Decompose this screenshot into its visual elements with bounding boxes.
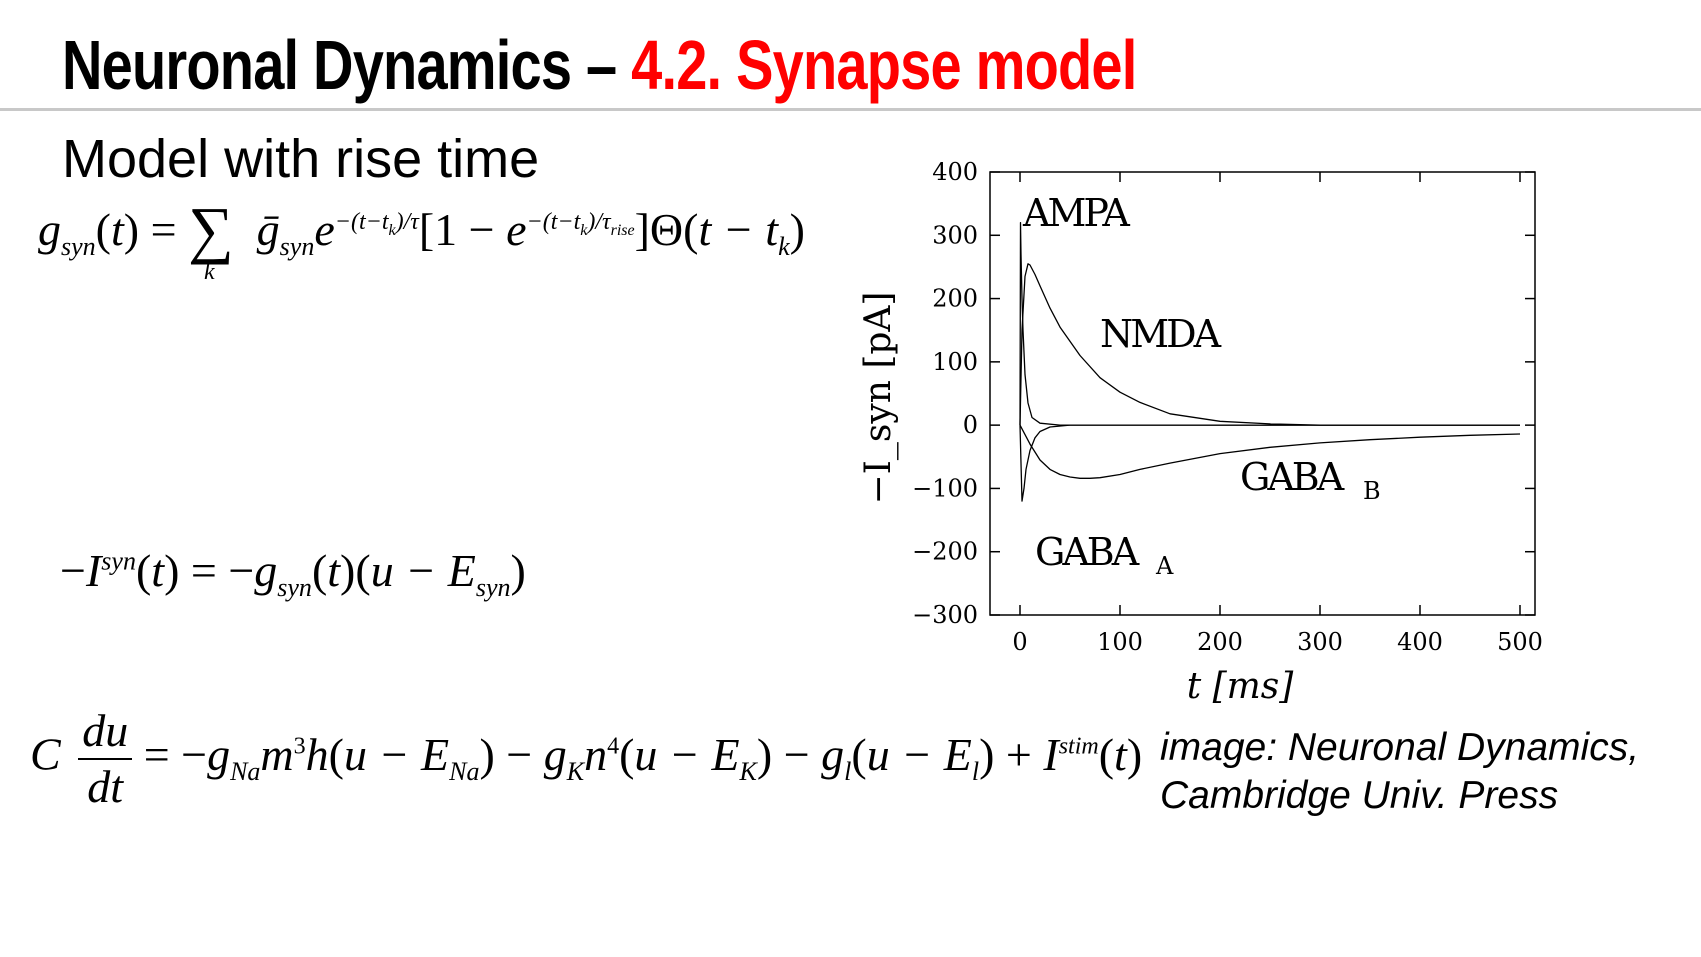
- x-tick-label: 400: [1397, 628, 1443, 656]
- y-tick-label: −300: [912, 601, 978, 629]
- y-ticks: [912, 158, 1535, 629]
- title-section: 4.2. Synapse model: [631, 26, 1137, 104]
- conductance-equation: [38, 194, 805, 285]
- series-nmda: [1020, 264, 1520, 425]
- x-tick-label: 300: [1297, 628, 1343, 656]
- x-tick-label: 100: [1097, 628, 1143, 656]
- x-tick-label: 500: [1497, 628, 1543, 656]
- annotation-gaba-b: GABA: [1240, 455, 1342, 499]
- image-credit: [1160, 724, 1639, 820]
- x-tick-label: 200: [1197, 628, 1243, 656]
- annotation-gaba-a-sub: A: [1156, 552, 1174, 580]
- y-tick-label: −100: [912, 474, 978, 503]
- title-main: Neuronal Dynamics –: [62, 26, 632, 104]
- credit-line-2: Cambridge Univ. Press: [1160, 774, 1559, 817]
- series-ampa: [1020, 223, 1520, 426]
- y-tick-label: 400: [932, 158, 978, 186]
- y-tick-label: 300: [932, 221, 978, 250]
- annotation-gaba-b-sub: B: [1363, 477, 1381, 505]
- synaptic-current-chart: [840, 150, 1600, 720]
- conductance-lhs: $g_{syn}(t)$ =: [38, 204, 189, 262]
- credit-line-1: image: Neuronal Dynamics,: [1160, 726, 1640, 769]
- y-tick-label: −200: [912, 537, 978, 566]
- subtitle: Model with rise time: [62, 129, 540, 189]
- x-tick-label: 0: [1012, 628, 1028, 656]
- annotation-nmda: NMDA: [1100, 312, 1219, 356]
- y-tick-label: 0: [962, 411, 978, 440]
- current-equation: $-I^{syn}(t) = -g_{syn}(t)(u - E_{syn})$: [60, 545, 526, 603]
- x-axis-label: t [ms]: [1186, 666, 1294, 707]
- y-tick-label: 100: [932, 347, 978, 376]
- y-tick-label: 200: [932, 284, 978, 313]
- membrane-equation: C $\frac{du}{dt}$ = $-g_{Na}m^3h(u - E_{Na}) - g_Kn^4(u - E_K) - g_l(u - E_l) + I^{stim}(t)$: [30, 705, 1143, 812]
- x-ticks: [1012, 172, 1543, 656]
- du-dt-fraction: C $\frac{du}{dt}$: [30, 708, 132, 810]
- slide-title: [62, 26, 1137, 104]
- annotation-ampa: AMPA: [1023, 191, 1127, 235]
- annotation-gaba-a: GABA: [1035, 530, 1137, 574]
- sum-symbol: ∑ k: [188, 194, 234, 285]
- y-axis-label: −I_syn [pA]: [858, 291, 899, 505]
- title-divider: [0, 108, 1701, 111]
- conductance-rhs: $ḡ_{syn}e^{-(t-t_k)/\tau}[1 - e^{-(t-t_k)/\tau_{rise}}]\Theta(t - t_k)$: [245, 204, 805, 262]
